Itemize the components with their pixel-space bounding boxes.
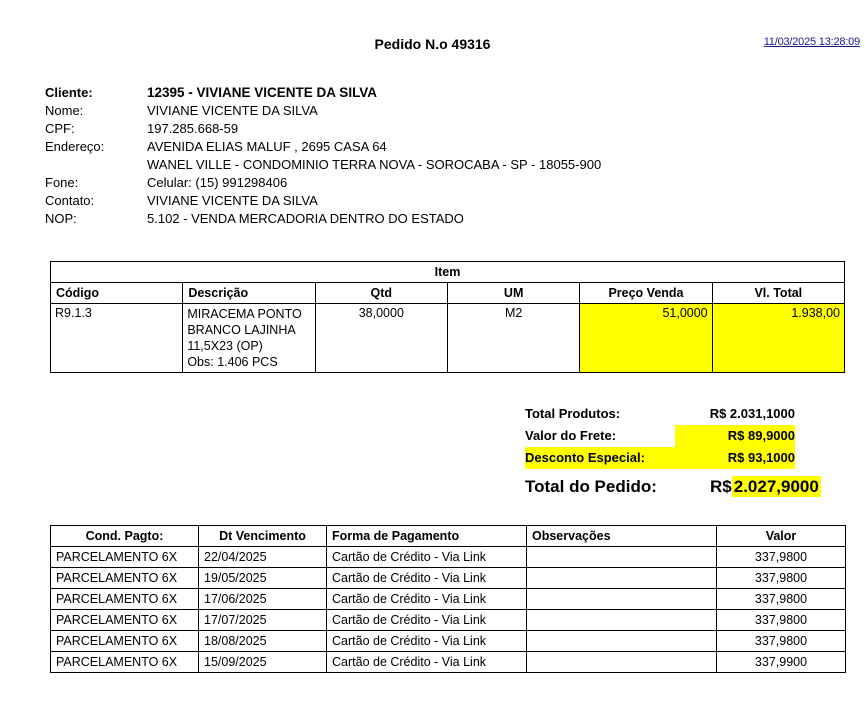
customer-label-empty xyxy=(45,156,147,174)
customer-label-cliente: Cliente: xyxy=(45,85,93,100)
items-header-descricao: Descrição xyxy=(183,283,315,304)
customer-value-cpf: 197.285.668-59 xyxy=(147,121,239,136)
total-pedido-amount: 2.027,9000 xyxy=(733,477,819,496)
customer-row-cliente xyxy=(45,84,845,102)
table-row xyxy=(51,610,846,631)
customer-row-cpf xyxy=(45,120,845,138)
table-row xyxy=(51,589,846,610)
payment-venc: 19/05/2025 xyxy=(199,568,327,589)
item-um: M2 xyxy=(447,304,579,373)
table-row xyxy=(51,304,845,373)
payment-valor: 337,9800 xyxy=(717,610,846,631)
payments-header-dt-vencimento: Dt Vencimento xyxy=(199,526,327,547)
items-header-qtd: Qtd xyxy=(315,283,447,304)
payment-forma: Cartão de Crédito - Via Link xyxy=(327,589,527,610)
payment-cond: PARCELAMENTO 6X xyxy=(51,652,199,673)
total-produtos-value: R$ 2.031,1000 xyxy=(709,406,795,421)
item-vl-total: 1.938,00 xyxy=(712,304,844,373)
customer-value-endereco-cont: WANEL VILLE - CONDOMINIO TERRA NOVA - SOROCABA - SP - 18055-900 xyxy=(147,157,602,172)
payment-obs xyxy=(527,547,717,568)
table-row xyxy=(51,631,846,652)
customer-info-block xyxy=(45,84,845,228)
payments-header-observacoes: Observações xyxy=(527,526,717,547)
item-descricao-line1: MIRACEMA PONTO BRANCO LAJINHA xyxy=(187,307,302,337)
payment-valor: 337,9800 xyxy=(717,589,846,610)
items-header-preco-venda: Preço Venda xyxy=(580,283,712,304)
screenshot-timestamp: 11/03/2025 13:28:09 xyxy=(763,36,860,48)
payment-forma: Cartão de Crédito - Via Link xyxy=(327,610,527,631)
customer-label-nop: NOP: xyxy=(45,211,77,226)
customer-row-contato xyxy=(45,192,845,210)
order-document xyxy=(0,36,865,673)
payment-obs xyxy=(527,589,717,610)
total-pedido-currency: R$ xyxy=(710,477,732,496)
item-qtd: 38,0000 xyxy=(315,304,447,373)
items-group-header: Item xyxy=(51,262,845,283)
customer-label-endereco: Endereço: xyxy=(45,139,105,154)
payments-header-row xyxy=(51,526,846,547)
desconto-especial-value: R$ 93,1000 xyxy=(675,447,795,469)
customer-label-cpf: CPF: xyxy=(45,121,75,136)
items-header-vl-total: Vl. Total xyxy=(712,283,844,304)
valor-frete-row xyxy=(525,425,845,447)
payment-cond: PARCELAMENTO 6X xyxy=(51,610,199,631)
payment-obs xyxy=(527,652,717,673)
customer-row-nome xyxy=(45,102,845,120)
desconto-especial-label: Desconto Especial: xyxy=(525,447,675,469)
desconto-especial-row xyxy=(525,447,845,469)
customer-row-endereco xyxy=(45,138,845,156)
customer-row-nop xyxy=(45,210,845,228)
payment-valor: 337,9900 xyxy=(717,652,846,673)
total-pedido-label: Total do Pedido: xyxy=(525,477,657,496)
totals-block xyxy=(525,403,845,499)
customer-value-cliente: 12395 - VIVIANE VICENTE DA SILVA xyxy=(147,85,378,100)
customer-value-nop: 5.102 - VENDA MERCADORIA DENTRO DO ESTADO xyxy=(147,211,464,226)
item-preco-venda: 51,0000 xyxy=(580,304,712,373)
table-row xyxy=(51,547,846,568)
payments-header-valor: Valor xyxy=(717,526,846,547)
table-row xyxy=(51,568,846,589)
items-header-um: UM xyxy=(447,283,579,304)
items-group-header-row xyxy=(51,262,845,283)
payments-header-forma-pagamento: Forma de Pagamento xyxy=(327,526,527,547)
valor-frete-value: R$ 89,9000 xyxy=(675,425,795,447)
items-table xyxy=(50,261,845,373)
payment-cond: PARCELAMENTO 6X xyxy=(51,631,199,652)
valor-frete-label: Valor do Frete: xyxy=(525,428,617,443)
payment-forma: Cartão de Crédito - Via Link xyxy=(327,652,527,673)
customer-value-fone: Celular: (15) 991298406 xyxy=(147,175,288,190)
table-row xyxy=(51,652,846,673)
payment-venc: 17/06/2025 xyxy=(199,589,327,610)
items-header-codigo: Código xyxy=(51,283,183,304)
payment-cond: PARCELAMENTO 6X xyxy=(51,589,199,610)
customer-row-endereco-cont xyxy=(45,156,845,174)
customer-value-endereco: AVENIDA ELIAS MALUF , 2695 CASA 64 xyxy=(147,139,387,154)
payment-obs xyxy=(527,568,717,589)
item-descricao-obs: Obs: 1.406 PCS xyxy=(187,355,278,369)
payment-valor: 337,9800 xyxy=(717,547,846,568)
customer-value-contato: VIVIANE VICENTE DA SILVA xyxy=(147,193,318,208)
customer-label-nome: Nome: xyxy=(45,103,84,118)
payment-valor: 337,9800 xyxy=(717,568,846,589)
customer-value-nome: VIVIANE VICENTE DA SILVA xyxy=(147,103,318,118)
customer-label-contato: Contato: xyxy=(45,193,95,208)
payments-table xyxy=(50,525,846,673)
payments-header-cond-pagto: Cond. Pagto: xyxy=(51,526,199,547)
item-descricao-line2: 11,5X23 (OP) xyxy=(187,339,263,353)
payment-cond: PARCELAMENTO 6X xyxy=(51,568,199,589)
total-pedido-value xyxy=(710,475,828,499)
total-produtos-label: Total Produtos: xyxy=(525,406,621,421)
item-descricao xyxy=(183,304,315,373)
customer-row-fone xyxy=(45,174,845,192)
item-codigo: R9.1.3 xyxy=(51,304,183,373)
payment-forma: Cartão de Crédito - Via Link xyxy=(327,547,527,568)
payment-cond: PARCELAMENTO 6X xyxy=(51,547,199,568)
payment-valor: 337,9800 xyxy=(717,631,846,652)
payment-forma: Cartão de Crédito - Via Link xyxy=(327,631,527,652)
customer-label-fone: Fone: xyxy=(45,175,79,190)
payment-obs xyxy=(527,610,717,631)
payment-forma: Cartão de Crédito - Via Link xyxy=(327,568,527,589)
payment-venc: 17/07/2025 xyxy=(199,610,327,631)
items-header-row xyxy=(51,283,845,304)
payment-venc: 22/04/2025 xyxy=(199,547,327,568)
payment-obs xyxy=(527,631,717,652)
payment-venc: 15/09/2025 xyxy=(199,652,327,673)
page-title: Pedido N.o 49316 xyxy=(374,36,491,52)
total-produtos-row xyxy=(525,403,845,425)
payment-venc: 18/08/2025 xyxy=(199,631,327,652)
total-pedido-row xyxy=(525,475,845,499)
